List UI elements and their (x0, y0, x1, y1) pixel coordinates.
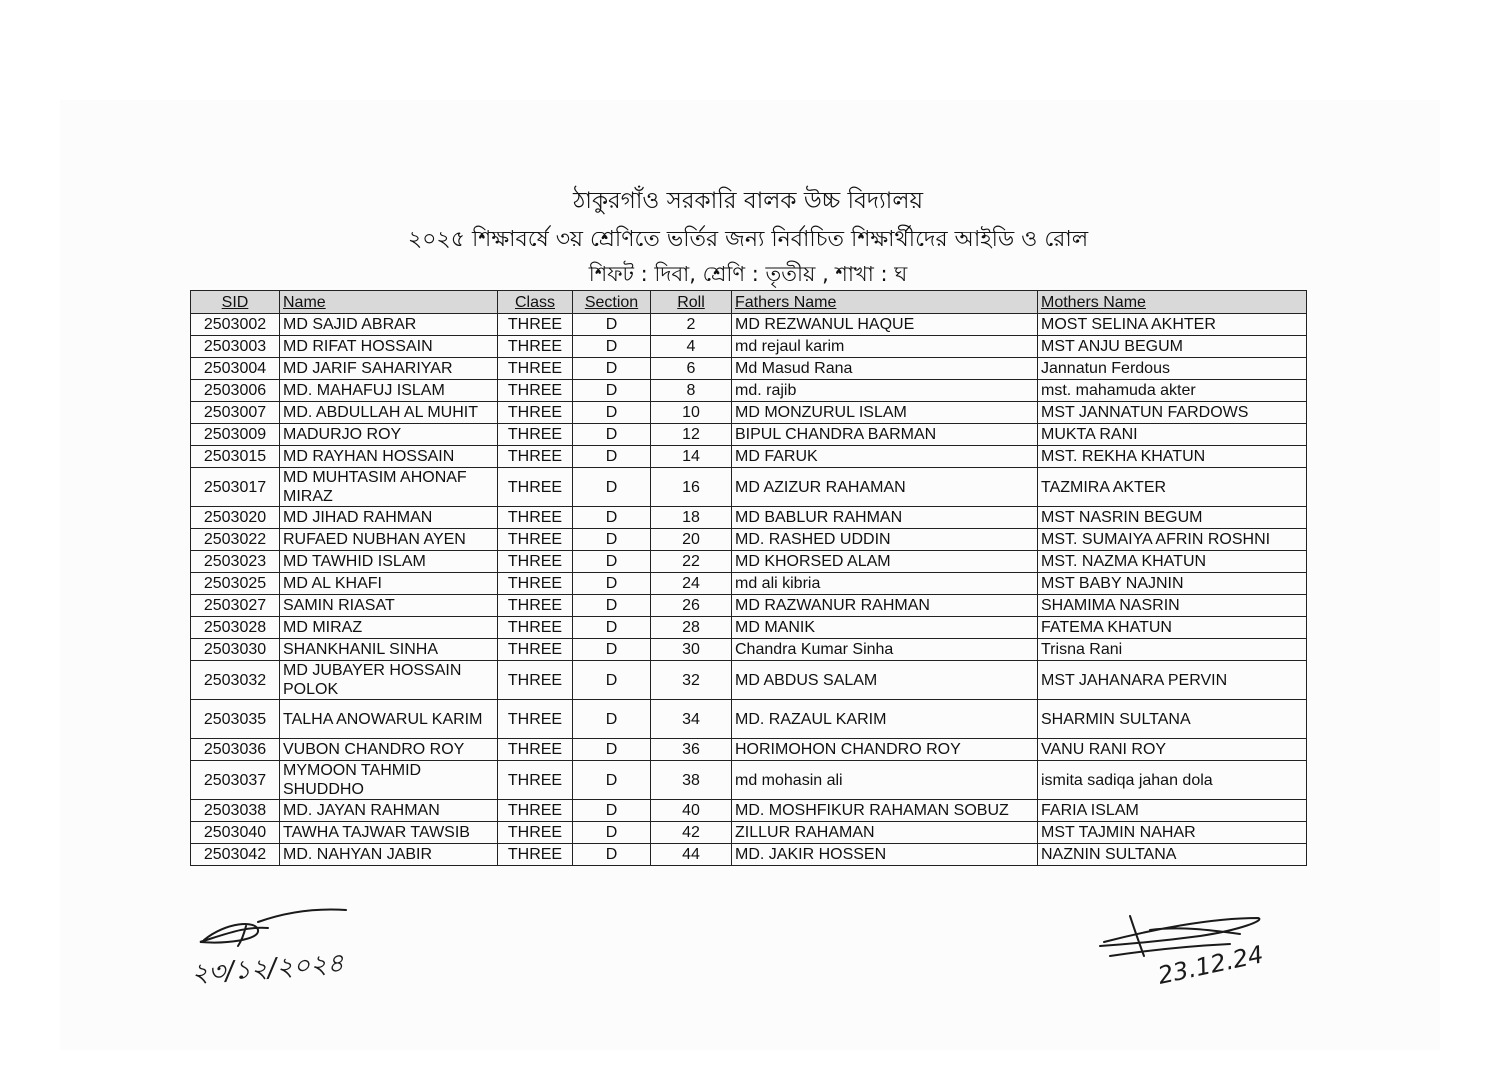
cell-section: D (573, 844, 651, 866)
cell-section: D (573, 595, 651, 617)
table-row (191, 661, 1307, 700)
cell-mothers-name: MST. SUMAIYA AFRIN ROSHNI (1038, 529, 1307, 551)
cell-name: MADURJO ROY (280, 424, 498, 446)
cell-class: THREE (498, 800, 573, 822)
cell-class: THREE (498, 446, 573, 468)
cell-name: MD JUBAYER HOSSAIN POLOK (280, 661, 498, 700)
cell-roll: 2 (651, 314, 732, 336)
cell-section: D (573, 573, 651, 595)
cell-class: THREE (498, 551, 573, 573)
cell-class: THREE (498, 700, 573, 739)
cell-section: D (573, 507, 651, 529)
cell-sid: 2503015 (191, 446, 280, 468)
cell-sid: 2503017 (191, 468, 280, 507)
cell-section: D (573, 446, 651, 468)
cell-name: MD AL KHAFI (280, 573, 498, 595)
cell-class: THREE (498, 639, 573, 661)
cell-fathers-name: md mohasin ali (732, 761, 1038, 800)
cell-name: MD JARIF SAHARIYAR (280, 358, 498, 380)
cell-fathers-name: MD BABLUR RAHMAN (732, 507, 1038, 529)
cell-class: THREE (498, 358, 573, 380)
column-header-roll: Roll (651, 291, 732, 314)
table-row (191, 639, 1307, 661)
cell-mothers-name: NAZNIN SULTANA (1038, 844, 1307, 866)
cell-fathers-name: md ali kibria (732, 573, 1038, 595)
shift-class-section: শিফট : দিবা, শ্রেণি : তৃতীয় , শাখা : ঘ (588, 262, 908, 286)
student-roster-table (190, 290, 1307, 866)
cell-fathers-name: MD. MOSHFIKUR RAHAMAN SOBUZ (732, 800, 1038, 822)
cell-name: MD JIHAD RAHMAN (280, 507, 498, 529)
cell-roll: 24 (651, 573, 732, 595)
cell-mothers-name: MST JANNATUN FARDOWS (1038, 402, 1307, 424)
cell-mothers-name: Jannatun Ferdous (1038, 358, 1307, 380)
cell-roll: 18 (651, 507, 732, 529)
right-signature (1090, 900, 1310, 1000)
cell-roll: 10 (651, 402, 732, 424)
cell-name: MYMOON TAHMID SHUDDHO (280, 761, 498, 800)
cell-name: MD RAYHAN HOSSAIN (280, 446, 498, 468)
cell-mothers-name: MUKTA RANI (1038, 424, 1307, 446)
cell-name: MD RIFAT HOSSAIN (280, 336, 498, 358)
cell-sid: 2503002 (191, 314, 280, 336)
cell-fathers-name: MD ABDUS SALAM (732, 661, 1038, 700)
table-row (191, 844, 1307, 866)
column-header-class: Class (498, 291, 573, 314)
table-row (191, 595, 1307, 617)
cell-class: THREE (498, 402, 573, 424)
cell-sid: 2503040 (191, 822, 280, 844)
table-row (191, 761, 1307, 800)
cell-sid: 2503030 (191, 639, 280, 661)
cell-roll: 38 (651, 761, 732, 800)
cell-class: THREE (498, 380, 573, 402)
cell-sid: 2503007 (191, 402, 280, 424)
cell-sid: 2503022 (191, 529, 280, 551)
left-signature-date: ২৩/১২/২০২৪ (190, 948, 345, 989)
table-row (191, 617, 1307, 639)
cell-roll: 14 (651, 446, 732, 468)
cell-sid: 2503035 (191, 700, 280, 739)
cell-roll: 22 (651, 551, 732, 573)
cell-roll: 28 (651, 617, 732, 639)
table-row (191, 573, 1307, 595)
cell-sid: 2503032 (191, 661, 280, 700)
cell-section: D (573, 761, 651, 800)
cell-roll: 26 (651, 595, 732, 617)
cell-mothers-name: SHAMIMA NASRIN (1038, 595, 1307, 617)
cell-roll: 42 (651, 822, 732, 844)
cell-sid: 2503042 (191, 844, 280, 866)
cell-sid: 2503037 (191, 761, 280, 800)
cell-roll: 44 (651, 844, 732, 866)
cell-roll: 30 (651, 639, 732, 661)
cell-name: VUBON CHANDRO ROY (280, 739, 498, 761)
cell-name: MD SAJID ABRAR (280, 314, 498, 336)
cell-fathers-name: ZILLUR RAHAMAN (732, 822, 1038, 844)
cell-fathers-name: Chandra Kumar Sinha (732, 639, 1038, 661)
cell-mothers-name: MST. NAZMA KHATUN (1038, 551, 1307, 573)
cell-fathers-name: md. rajib (732, 380, 1038, 402)
cell-class: THREE (498, 573, 573, 595)
cell-class: THREE (498, 468, 573, 507)
cell-mothers-name: mst. mahamuda akter (1038, 380, 1307, 402)
cell-name: TAWHA TAJWAR TAWSIB (280, 822, 498, 844)
cell-name: RUFAED NUBHAN AYEN (280, 529, 498, 551)
table-row (191, 551, 1307, 573)
table-row (191, 529, 1307, 551)
cell-mothers-name: Trisna Rani (1038, 639, 1307, 661)
cell-sid: 2503009 (191, 424, 280, 446)
cell-sid: 2503023 (191, 551, 280, 573)
left-signature (186, 900, 376, 1000)
cell-sid: 2503003 (191, 336, 280, 358)
cell-section: D (573, 402, 651, 424)
cell-class: THREE (498, 314, 573, 336)
cell-mothers-name: MST NASRIN BEGUM (1038, 507, 1307, 529)
cell-mothers-name: MST. REKHA KHATUN (1038, 446, 1307, 468)
cell-fathers-name: MD FARUK (732, 446, 1038, 468)
cell-class: THREE (498, 822, 573, 844)
cell-section: D (573, 468, 651, 507)
cell-name: SHANKHANIL SINHA (280, 639, 498, 661)
cell-section: D (573, 529, 651, 551)
cell-roll: 4 (651, 336, 732, 358)
column-header-section: Section (573, 291, 651, 314)
cell-fathers-name: MD MONZURUL ISLAM (732, 402, 1038, 424)
cell-fathers-name: MD REZWANUL HAQUE (732, 314, 1038, 336)
cell-name: MD MIRAZ (280, 617, 498, 639)
table-row (191, 424, 1307, 446)
cell-fathers-name: MD. JAKIR HOSSEN (732, 844, 1038, 866)
cell-sid: 2503020 (191, 507, 280, 529)
cell-class: THREE (498, 507, 573, 529)
cell-mothers-name: MST ANJU BEGUM (1038, 336, 1307, 358)
table-row (191, 507, 1307, 529)
cell-fathers-name: MD. RASHED UDDIN (732, 529, 1038, 551)
table-row (191, 358, 1307, 380)
cell-mothers-name: MST TAJMIN NAHAR (1038, 822, 1307, 844)
cell-class: THREE (498, 424, 573, 446)
cell-name: MD. NAHYAN JABIR (280, 844, 498, 866)
cell-sid: 2503027 (191, 595, 280, 617)
cell-sid: 2503036 (191, 739, 280, 761)
cell-section: D (573, 639, 651, 661)
cell-sid: 2503006 (191, 380, 280, 402)
table-row (191, 822, 1307, 844)
cell-roll: 12 (651, 424, 732, 446)
cell-name: MD. JAYAN RAHMAN (280, 800, 498, 822)
cell-fathers-name: MD MANIK (732, 617, 1038, 639)
cell-class: THREE (498, 761, 573, 800)
table-row (191, 700, 1307, 739)
document-subtitle: ২০২৫ শিক্ষাবর্ষে ৩য় শ্রেণিতে ভর্তির জন্য নির্বাচিত শিক্ষার্থীদের আইডি ও রোল (407, 227, 1089, 252)
cell-section: D (573, 661, 651, 700)
cell-name: MD TAWHID ISLAM (280, 551, 498, 573)
table-row (191, 800, 1307, 822)
cell-mothers-name: FARIA ISLAM (1038, 800, 1307, 822)
column-header-name: Name (280, 291, 498, 314)
cell-name: SAMIN RIASAT (280, 595, 498, 617)
cell-name: MD. ABDULLAH AL MUHIT (280, 402, 498, 424)
column-header-mothers-name: Mothers Name (1038, 291, 1307, 314)
cell-mothers-name: FATEMA KHATUN (1038, 617, 1307, 639)
cell-roll: 16 (651, 468, 732, 507)
cell-section: D (573, 358, 651, 380)
right-signature-date: 23.12.24 (1155, 940, 1266, 990)
cell-class: THREE (498, 661, 573, 700)
cell-name: MD. MAHAFUJ ISLAM (280, 380, 498, 402)
cell-section: D (573, 700, 651, 739)
cell-mothers-name: MST JAHANARA PERVIN (1038, 661, 1307, 700)
cell-fathers-name: HORIMOHON CHANDRO ROY (732, 739, 1038, 761)
cell-mothers-name: MOST SELINA AKHTER (1038, 314, 1307, 336)
cell-sid: 2503004 (191, 358, 280, 380)
cell-class: THREE (498, 617, 573, 639)
school-name: ঠাকুরগাঁও সরকারি বালক উচ্চ বিদ্যালয় (572, 188, 924, 214)
cell-section: D (573, 314, 651, 336)
cell-mothers-name: ismita sadiqa jahan dola (1038, 761, 1307, 800)
table-row (191, 446, 1307, 468)
cell-class: THREE (498, 336, 573, 358)
cell-class: THREE (498, 844, 573, 866)
cell-mothers-name: TAZMIRA AKTER (1038, 468, 1307, 507)
cell-roll: 36 (651, 739, 732, 761)
table-row (191, 739, 1307, 761)
cell-fathers-name: MD. RAZAUL KARIM (732, 700, 1038, 739)
cell-roll: 8 (651, 380, 732, 402)
cell-sid: 2503025 (191, 573, 280, 595)
cell-section: D (573, 380, 651, 402)
cell-class: THREE (498, 529, 573, 551)
cell-fathers-name: MD RAZWANUR RAHMAN (732, 595, 1038, 617)
table-row (191, 314, 1307, 336)
cell-section: D (573, 336, 651, 358)
cell-roll: 32 (651, 661, 732, 700)
cell-section: D (573, 424, 651, 446)
cell-section: D (573, 822, 651, 844)
cell-fathers-name: Md Masud Rana (732, 358, 1038, 380)
table-row (191, 380, 1307, 402)
table-body (191, 314, 1307, 866)
cell-roll: 34 (651, 700, 732, 739)
cell-fathers-name: MD KHORSED ALAM (732, 551, 1038, 573)
cell-section: D (573, 617, 651, 639)
cell-sid: 2503038 (191, 800, 280, 822)
cell-fathers-name: MD AZIZUR RAHAMAN (732, 468, 1038, 507)
cell-section: D (573, 739, 651, 761)
cell-section: D (573, 800, 651, 822)
cell-roll: 6 (651, 358, 732, 380)
cell-roll: 40 (651, 800, 732, 822)
cell-mothers-name: SHARMIN SULTANA (1038, 700, 1307, 739)
table-row (191, 336, 1307, 358)
cell-class: THREE (498, 595, 573, 617)
cell-section: D (573, 551, 651, 573)
table-row (191, 402, 1307, 424)
table-header-row (191, 291, 1307, 314)
cell-fathers-name: BIPUL CHANDRA BARMAN (732, 424, 1038, 446)
cell-mothers-name: VANU RANI ROY (1038, 739, 1307, 761)
cell-mothers-name: MST BABY NAJNIN (1038, 573, 1307, 595)
column-header-sid: SID (191, 291, 280, 314)
table-row (191, 468, 1307, 507)
cell-class: THREE (498, 739, 573, 761)
cell-name: TALHA ANOWARUL KARIM (280, 700, 498, 739)
cell-name: MD MUHTASIM AHONAF MIRAZ (280, 468, 498, 507)
cell-roll: 20 (651, 529, 732, 551)
cell-fathers-name: md rejaul karim (732, 336, 1038, 358)
cell-sid: 2503028 (191, 617, 280, 639)
column-header-fathers-name: Fathers Name (732, 291, 1038, 314)
